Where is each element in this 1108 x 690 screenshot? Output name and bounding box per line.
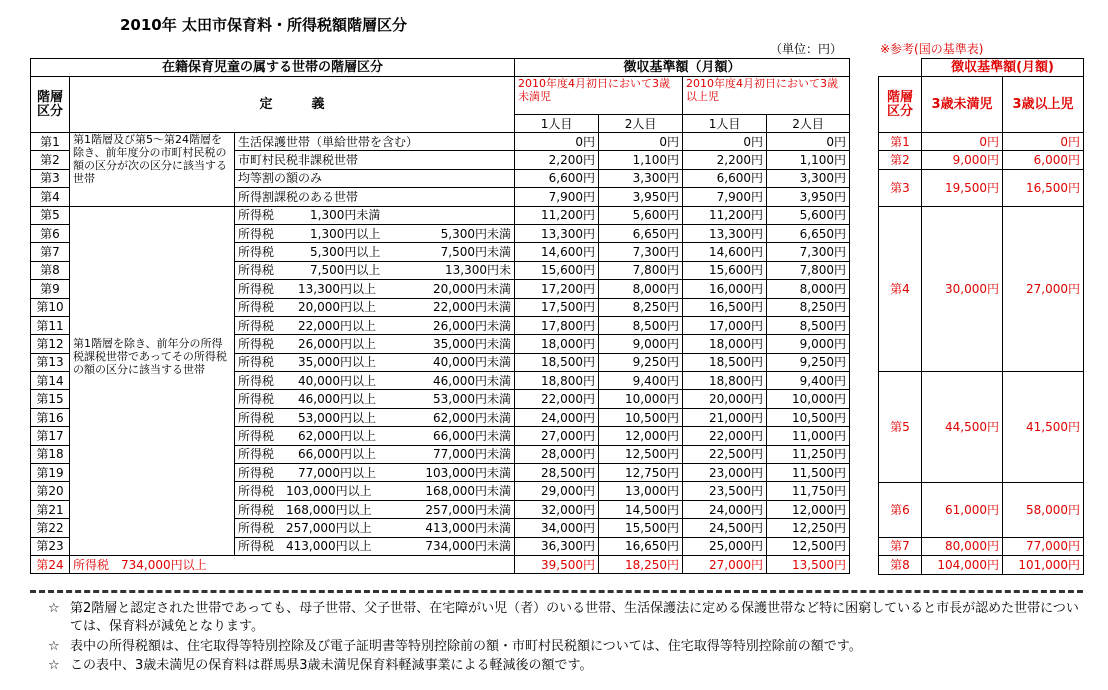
- ref-level-cell: 第6: [879, 482, 922, 537]
- ref-row: [879, 206, 1084, 372]
- definition-lower: 所得税 5,300円以上: [238, 245, 381, 260]
- definition-upper: 77,000円未満: [433, 447, 512, 462]
- ref-over3-cell: 41,500円: [1003, 372, 1084, 482]
- ref-under3-header: 3歳未満児: [922, 77, 1003, 133]
- definition-range: [238, 337, 511, 351]
- fee-cell-u2: 12,750円: [599, 464, 683, 482]
- fee-cell-o2: 8,500円: [767, 316, 850, 334]
- definition-cell: 均等割の額のみ: [235, 169, 515, 187]
- over3-child2-header: 2人目: [767, 115, 850, 133]
- fee-cell-o1: 7,900円: [683, 188, 767, 206]
- definition-lower: 所得税 46,000円以上: [238, 392, 376, 407]
- fee-cell-u1: 29,000円: [515, 482, 599, 500]
- fee-cell-o2: 5,600円: [767, 206, 850, 224]
- fee-cell-u1: 6,600円: [515, 169, 599, 187]
- fee-cell-o2: 13,500円: [767, 555, 850, 573]
- fee-cell-u1: 17,500円: [515, 298, 599, 316]
- level-cell: 第12: [31, 335, 70, 353]
- fee-cell-o1: 27,000円: [683, 555, 767, 573]
- definition-upper: 66,000円未満: [433, 428, 512, 443]
- definition-range: [238, 355, 511, 369]
- level-cell: 第17: [31, 427, 70, 445]
- fee-cell-u1: 17,200円: [515, 280, 599, 298]
- group-header: 在籍保育児童の属する世帯の階層区分: [31, 59, 515, 77]
- definition-cell: [235, 408, 515, 426]
- definition-lower: 所得税 62,000円以上: [238, 428, 376, 443]
- over3-child1-header: 1人目: [683, 115, 767, 133]
- fee-cell-o2: 11,250円: [767, 445, 850, 463]
- note-text: 第2階層と認定された世帯であっても、母子世帯、父子世帯、在宅障がい児（者）のいる世帯、生活保護法に定める保護世帯など特に困窮していると市長が認めた世帯については、保育料が減免となります。: [70, 601, 1079, 634]
- fee-cell-o2: 11,000円: [767, 427, 850, 445]
- fee-cell-o2: 3,950円: [767, 188, 850, 206]
- ref-level-cell: 第4: [879, 206, 922, 372]
- fee-cell-u2: 12,000円: [599, 427, 683, 445]
- ref-row: [879, 133, 1084, 151]
- level-cell: 第23: [31, 537, 70, 555]
- definition-cell: [235, 445, 515, 463]
- fee-cell-o2: 7,300円: [767, 243, 850, 261]
- definition-lower: 所得税 103,000円以上: [238, 484, 372, 499]
- fee-cell-u2: 3,950円: [599, 188, 683, 206]
- level-cell: 第5: [31, 206, 70, 224]
- ref-level-cell: 第8: [879, 556, 922, 574]
- definition-lower: 所得税 168,000円以上: [238, 502, 372, 517]
- fee-cell-o1: 23,000円: [683, 464, 767, 482]
- fee-cell-u2: 8,500円: [599, 316, 683, 334]
- definition-upper: 40,000円未満: [433, 355, 512, 370]
- note-3: [48, 657, 1088, 675]
- fee-cell-o1: 6,600円: [683, 169, 767, 187]
- definition-lower: 所得税 1,300円未満: [238, 208, 381, 223]
- ref-over3-cell: 0円: [1003, 133, 1084, 151]
- definition-upper: 53,000円未満: [433, 392, 512, 407]
- definition-cell: 市町村民税非課税世帯: [235, 151, 515, 169]
- fee-cell-u2: 16,650円: [599, 537, 683, 555]
- fee-cell-u1: 28,000円: [515, 445, 599, 463]
- ref-level-cell: 第3: [879, 169, 922, 206]
- ref-under3-cell: 80,000円: [922, 537, 1003, 555]
- fee-cell-o1: 25,000円: [683, 537, 767, 555]
- ref-over3-cell: 27,000円: [1003, 206, 1084, 372]
- ref-row: [879, 151, 1084, 169]
- ref-under3-cell: 44,500円: [922, 372, 1003, 482]
- fee-cell-u1: 22,000円: [515, 390, 599, 408]
- ref-row: [879, 372, 1084, 482]
- definition-lower: 所得税 22,000円以上: [238, 318, 376, 333]
- definition-upper: 168,000円未満: [425, 484, 512, 499]
- definition-range: [238, 282, 511, 296]
- fee-cell-o2: 1,100円: [767, 151, 850, 169]
- page-title: 2010年 太田市保育料・所得税額階層区分: [120, 16, 407, 34]
- divider: [30, 590, 1083, 593]
- fee-cell-o2: 8,250円: [767, 298, 850, 316]
- definition-cell: [235, 500, 515, 518]
- level-cell: 第8: [31, 261, 70, 279]
- fee-cell-u1: 11,200円: [515, 206, 599, 224]
- fee-cell-u2: 12,500円: [599, 445, 683, 463]
- level-cell: 第16: [31, 408, 70, 426]
- ref-row: [879, 556, 1084, 574]
- ref-under3-cell: 19,500円: [922, 169, 1003, 206]
- ref-over3-header: 3歳以上児: [1003, 77, 1084, 133]
- ref-fee-header: 徴収基準額(月額): [922, 59, 1084, 77]
- definition-upper: 257,000円未満: [425, 502, 512, 517]
- fee-cell-u1: 14,600円: [515, 243, 599, 261]
- level-cell: 第3: [31, 169, 70, 187]
- reference-table: [878, 58, 1084, 575]
- fee-cell-o2: 12,500円: [767, 537, 850, 555]
- definition-lower: 所得税 26,000円以上: [238, 336, 376, 351]
- fee-cell-u2: 15,500円: [599, 519, 683, 537]
- ref-row: [879, 482, 1084, 537]
- level-cell: 第14: [31, 372, 70, 390]
- fee-cell-u1: 0円: [515, 133, 599, 151]
- definition-lower: 所得税 257,000円以上: [238, 520, 372, 535]
- level-column-header: 階層区分: [31, 77, 70, 133]
- level-cell: 第21: [31, 500, 70, 518]
- definition-lower: 所得税 13,300円以上: [238, 281, 376, 296]
- fee-cell-o2: 9,400円: [767, 372, 850, 390]
- ref-under3-cell: 9,000円: [922, 151, 1003, 169]
- definition-lower: 所得税 1,300円以上: [238, 226, 381, 241]
- definition-range: [238, 429, 511, 443]
- fee-cell-u2: 10,500円: [599, 408, 683, 426]
- definition-range: [238, 319, 511, 333]
- ref-over3-cell: 16,500円: [1003, 169, 1084, 206]
- definition-column-header: 定 義: [70, 77, 515, 133]
- ref-under3-cell: 104,000円: [922, 556, 1003, 574]
- fee-table: [30, 58, 850, 574]
- definition-range: [238, 466, 511, 480]
- fee-cell-o2: 9,250円: [767, 353, 850, 371]
- definition-cell: [235, 261, 515, 279]
- fee-cell-o1: 22,000円: [683, 427, 767, 445]
- definition-lower: 所得税 35,000円以上: [238, 355, 376, 370]
- fee-cell-o1: 21,000円: [683, 408, 767, 426]
- fee-cell-o1: 16,500円: [683, 298, 767, 316]
- star-icon: ☆: [48, 601, 60, 616]
- level-cell: 第11: [31, 316, 70, 334]
- definition-range: [238, 263, 511, 277]
- fee-cell-u1: 39,500円: [515, 555, 599, 573]
- definition-cell: [235, 298, 515, 316]
- fee-cell-o2: 12,250円: [767, 519, 850, 537]
- fee-cell-u1: 34,000円: [515, 519, 599, 537]
- definition-upper: 35,000円未満: [433, 336, 512, 351]
- definition-cell: [235, 537, 515, 555]
- fee-cell-u1: 24,000円: [515, 408, 599, 426]
- under3-child1-header: 1人目: [515, 115, 599, 133]
- definition-range: [238, 484, 511, 498]
- fee-cell-u2: 1,100円: [599, 151, 683, 169]
- fee-cell-u1: 15,600円: [515, 261, 599, 279]
- level-cell: 第24: [31, 555, 70, 573]
- definition-cell: 所得割課税のある世帯: [235, 188, 515, 206]
- fee-cell-u1: 7,900円: [515, 188, 599, 206]
- reference-note: ※参考(国の基準表): [880, 42, 984, 56]
- table-row: [31, 206, 850, 224]
- ref-level-cell: 第2: [879, 151, 922, 169]
- fee-cell-o2: 10,500円: [767, 408, 850, 426]
- definition-lower: 所得税 66,000円以上: [238, 447, 376, 462]
- ref-level-cell: 第1: [879, 133, 922, 151]
- under3-group-header: 2010年度4月初日において3歳未満児: [515, 77, 683, 115]
- ref-under3-cell: 0円: [922, 133, 1003, 151]
- fee-cell-u2: 3,300円: [599, 169, 683, 187]
- fee-cell-o2: 8,000円: [767, 280, 850, 298]
- definition-range: [238, 392, 511, 406]
- level-cell: 第13: [31, 353, 70, 371]
- ref-under3-cell: 30,000円: [922, 206, 1003, 372]
- fee-cell-u2: 9,000円: [599, 335, 683, 353]
- definition-upper: 62,000円未満: [433, 410, 512, 425]
- ref-row: [879, 169, 1084, 206]
- level-cell: 第22: [31, 519, 70, 537]
- group-label-1: 第1階層及び第5～第24階層を除き、前年度分の市町村民税の額の区分が次の区分に該当する世帯: [70, 133, 235, 207]
- fee-cell-o1: 11,200円: [683, 206, 767, 224]
- note-text: 表中の所得税額は、住宅取得等特別控除及び電子証明書等特別控除前の額・市町村民税額については、住宅取得等特別控除前の額です。: [70, 639, 862, 654]
- level-cell: 第20: [31, 482, 70, 500]
- level-cell: 第19: [31, 464, 70, 482]
- fee-cell-o1: 22,500円: [683, 445, 767, 463]
- definition-range: [238, 300, 511, 314]
- fee-cell-u1: 18,800円: [515, 372, 599, 390]
- under3-child2-header: 2人目: [599, 115, 683, 133]
- fee-cell-o2: 6,650円: [767, 224, 850, 242]
- level-cell: 第18: [31, 445, 70, 463]
- definition-cell: [235, 519, 515, 537]
- level-cell: 第7: [31, 243, 70, 261]
- note-text: この表中、3歳未満児の保育料は群馬県3歳未満児保育料軽減事業による軽減後の額です。: [70, 658, 593, 673]
- definition-range: [238, 227, 511, 241]
- definition-range: [238, 245, 511, 259]
- fee-cell-o1: 14,600円: [683, 243, 767, 261]
- definition-cell: [70, 555, 515, 573]
- fee-cell-o1: 2,200円: [683, 151, 767, 169]
- definition-upper: 13,300円未: [445, 263, 512, 278]
- definition-range: [73, 558, 511, 572]
- fee-cell-u1: 17,800円: [515, 316, 599, 334]
- definition-cell: [235, 372, 515, 390]
- fee-cell-u1: 36,300円: [515, 537, 599, 555]
- table-row: [31, 555, 850, 573]
- fee-cell-o1: 18,500円: [683, 353, 767, 371]
- definition-upper: 5,300円未満: [440, 226, 512, 241]
- fee-cell-u2: 8,250円: [599, 298, 683, 316]
- definition-cell: 生活保護世帯（単給世帯を含む）: [235, 133, 515, 151]
- ref-level-cell: 第5: [879, 372, 922, 482]
- definition-range: [238, 374, 511, 388]
- unit-note: （単位：円）: [770, 42, 843, 56]
- level-cell: 第15: [31, 390, 70, 408]
- fee-cell-u2: 18,250円: [599, 555, 683, 573]
- fee-cell-o1: 18,800円: [683, 372, 767, 390]
- level-cell: 第2: [31, 151, 70, 169]
- ref-level-header: 階層区分: [879, 77, 922, 133]
- fee-cell-u1: 18,500円: [515, 353, 599, 371]
- fee-cell-u2: 5,600円: [599, 206, 683, 224]
- over3-group-header: 2010年度4月初日において3歳以上児: [683, 77, 850, 115]
- definition-range: [238, 208, 511, 222]
- fee-cell-o1: 16,000円: [683, 280, 767, 298]
- definition-lower: 所得税 20,000円以上: [238, 300, 376, 315]
- fee-cell-o1: 0円: [683, 133, 767, 151]
- fee-cell-o2: 3,300円: [767, 169, 850, 187]
- ref-over3-cell: 101,000円: [1003, 556, 1084, 574]
- definition-cell: [235, 482, 515, 500]
- group-label-2: 第1階層を除き、前年分の所得税課税世帯であってその所得税の額の区分に該当する世帯: [70, 206, 235, 555]
- fee-cell-u2: 0円: [599, 133, 683, 151]
- ref-over3-cell: 58,000円: [1003, 482, 1084, 537]
- definition-upper: 734,000円未満: [425, 539, 512, 554]
- fee-cell-o2: 11,750円: [767, 482, 850, 500]
- fee-cell-o2: 0円: [767, 133, 850, 151]
- fee-cell-o1: 20,000円: [683, 390, 767, 408]
- ref-over3-cell: 6,000円: [1003, 151, 1084, 169]
- level-cell: 第9: [31, 280, 70, 298]
- level-cell: 第4: [31, 188, 70, 206]
- definition-lower: 所得税 413,000円以上: [238, 539, 372, 554]
- fee-cell-o1: 15,600円: [683, 261, 767, 279]
- ref-row: [879, 537, 1084, 555]
- ref-level-cell: 第7: [879, 537, 922, 555]
- definition-cell: [235, 224, 515, 242]
- definition-cell: [235, 427, 515, 445]
- definition-upper: 46,000円未満: [433, 373, 512, 388]
- fee-cell-u2: 7,800円: [599, 261, 683, 279]
- fee-cell-o2: 12,000円: [767, 500, 850, 518]
- fee-cell-u2: 13,000円: [599, 482, 683, 500]
- definition-cell: [235, 316, 515, 334]
- definition-lower: 所得税 734,000円以上: [73, 557, 207, 572]
- definition-lower: 所得税 40,000円以上: [238, 373, 376, 388]
- level-cell: 第6: [31, 224, 70, 242]
- definition-range: [238, 411, 511, 425]
- definition-upper: 22,000円未満: [433, 300, 512, 315]
- definition-lower: 所得税 7,500円以上: [238, 263, 381, 278]
- fee-cell-u2: 7,300円: [599, 243, 683, 261]
- fee-cell-u2: 9,400円: [599, 372, 683, 390]
- fee-cell-u2: 10,000円: [599, 390, 683, 408]
- star-icon: ☆: [48, 658, 60, 673]
- fee-cell-o1: 24,500円: [683, 519, 767, 537]
- definition-range: [238, 503, 511, 517]
- definition-range: [238, 539, 511, 553]
- definition-cell: [235, 280, 515, 298]
- fee-cell-u1: 2,200円: [515, 151, 599, 169]
- fee-cell-o2: 7,800円: [767, 261, 850, 279]
- definition-upper: 7,500円未満: [440, 245, 512, 260]
- fee-cell-u1: 27,000円: [515, 427, 599, 445]
- level-cell: 第1: [31, 133, 70, 151]
- fee-cell-u1: 32,000円: [515, 500, 599, 518]
- note-1: [48, 600, 1088, 636]
- fee-cell-o2: 9,000円: [767, 335, 850, 353]
- definition-upper: 103,000円未満: [425, 465, 512, 480]
- fee-cell-u1: 28,500円: [515, 464, 599, 482]
- fee-cell-u2: 9,250円: [599, 353, 683, 371]
- definition-cell: [235, 243, 515, 261]
- definition-range: [238, 521, 511, 535]
- fee-cell-o1: 13,300円: [683, 224, 767, 242]
- definition-cell: [235, 335, 515, 353]
- definition-upper: 413,000円未満: [425, 520, 512, 535]
- definition-cell: [235, 464, 515, 482]
- level-cell: 第10: [31, 298, 70, 316]
- fee-cell-u2: 8,000円: [599, 280, 683, 298]
- note-2: [48, 638, 1088, 656]
- fee-cell-o2: 11,500円: [767, 464, 850, 482]
- ref-over3-cell: 77,000円: [1003, 537, 1084, 555]
- definition-range: [238, 447, 511, 461]
- fee-cell-o1: 17,000円: [683, 316, 767, 334]
- fee-cell-u1: 18,000円: [515, 335, 599, 353]
- fee-cell-u2: 6,650円: [599, 224, 683, 242]
- definition-cell: [235, 353, 515, 371]
- star-icon: ☆: [48, 639, 60, 654]
- fee-cell-o1: 23,500円: [683, 482, 767, 500]
- definition-lower: 所得税 77,000円以上: [238, 465, 376, 480]
- definition-cell: [235, 390, 515, 408]
- ref-blank-cell: [879, 59, 922, 77]
- table-row: [31, 133, 850, 151]
- fee-cell-o1: 18,000円: [683, 335, 767, 353]
- definition-upper: 26,000円未満: [433, 318, 512, 333]
- fee-header: 徴収基準額（月額）: [515, 59, 850, 77]
- definition-upper: 20,000円未満: [433, 281, 512, 296]
- definition-cell: [235, 206, 515, 224]
- fee-cell-o1: 24,000円: [683, 500, 767, 518]
- definition-lower: 所得税 53,000円以上: [238, 410, 376, 425]
- fee-cell-o2: 10,000円: [767, 390, 850, 408]
- fee-cell-u2: 14,500円: [599, 500, 683, 518]
- fee-cell-u1: 13,300円: [515, 224, 599, 242]
- ref-under3-cell: 61,000円: [922, 482, 1003, 537]
